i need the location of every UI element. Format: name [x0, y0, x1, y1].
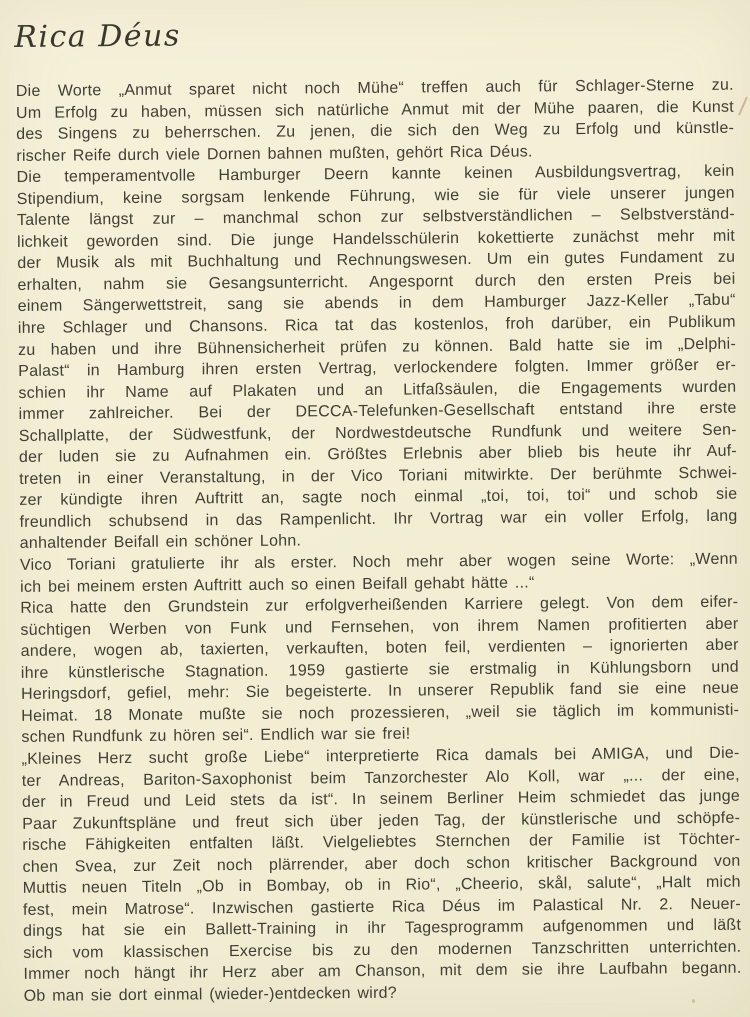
text-line: sich vom klassischen Exercise bis zu den modernen Tanzschritten unterrichten.	[23, 938, 742, 962]
paper-speck	[692, 999, 695, 1003]
text-line: freundlich schubsend in das Rampenlicht. Ihr Vortrag war ein voller Erfolg, lang	[19, 507, 738, 531]
text-line: Palast“ in Hamburg ihren ersten Vertrag, verlockendere folgten. Immer größer er-	[18, 356, 737, 381]
text-line: Ob man sie dort einmal (wieder-)entdecken wird?	[23, 984, 397, 1005]
paper-scratch-mark	[738, 96, 748, 115]
text-line: der luden sie zu Aufnahmen ein. Größtes Erlebnis aber blieb bis heute ihr Auf-	[18, 442, 738, 467]
text-line: immer zahlreicher. Bei der DECCA-Telefunken-Gesellschaft entstand ihre erste	[18, 399, 737, 424]
text-line: rische Fähigkeiten entfalten läßt. Vielgeliebtes Sternchen der Familie ist Töchter-	[22, 830, 741, 855]
text-line: Um Erfolg zu haben, müssen sich natürliche Anmut mit der Mühe paaren, die Kunst	[15, 98, 735, 122]
text-line: Schallplatte, der Südwestfunk, der Nordwestdeutsche Rundfunk und weitere Sen-	[18, 421, 737, 445]
text-line: Heimat. 18 Monate mußte sie noch prozessieren, „weil sie täglich im kommunisti-	[21, 701, 740, 725]
text-line: treten in einer Veranstaltung, in der Vico Toriani mitwirkte. Der berühmte Schwei-	[19, 464, 738, 488]
text-line: der in Freud und Leid stets da ist“. In seinem Berliner Heim schmiedet das junge	[21, 787, 741, 811]
text-line: ihre künstlerische Stagnation. 1959 gastierte sie erstmalig in Kühlungsborn und	[20, 658, 739, 682]
paragraph	[20, 549, 738, 598]
text-line: chen Svea, zur Zeit noch plärrender, aber doch schon kritischer Background von	[22, 852, 741, 876]
text-line: ter Andreas, Bariton-Saxophonist beim Tanzorchester Alo Koll, war „... der eine,	[21, 766, 740, 790]
paragraph	[20, 592, 739, 749]
text-line: zer kündigte ihren Auftritt an, sagte noch einmal „toi, toi, toi“ und schob sie	[19, 486, 738, 510]
text-line: Paar Zukunftspläne und freut sich über jeden Tag, der künstlerische und schöpfe-	[22, 809, 741, 833]
text-line: fest, mein Matrose“. Inzwischen gastierte Rica Déus im Palastical Nr. 2. Neuer-	[22, 895, 741, 919]
text-line: zu haben und ihre Bühnensicherheit prüfen zu können. Bald hatte sie im „Delphi-	[17, 335, 737, 359]
paragraph	[16, 75, 735, 167]
text-line: schen Rundfunk zu hören sei“. Endlich war sie frei!	[21, 725, 411, 747]
text-line: lichkeit geworden sind. Die junge Handelsschülerin kokettierte zunächst mehr mit	[17, 227, 736, 251]
text-line: erhalten, nahm sie Gesangsunterricht. Angespornt durch den ersten Preis bei	[17, 270, 736, 294]
page-title: Rica Déus	[14, 18, 181, 55]
text-line: des Singens zu beherrschen. Zu jenen, die sich den Weg zu Erfolg und künstle-	[16, 119, 735, 144]
text-line: Immer noch hängt ihr Herz aber am Chanson, mit dem sie ihre Laufbahn begann.	[23, 960, 742, 984]
text-line: schien ihr Name auf Plakaten und an Litfaßsäulen, die Engagements wurden	[18, 378, 737, 402]
text-line: süchtigen Werben von Funk und Fernsehen, von ihrem Namen profitierten aber	[20, 615, 739, 639]
text-line: ihre Schlager und Chansons. Rica tat das kostenlos, froh darüber, ein Publikum	[17, 313, 736, 337]
text-line: Vico Toriani gratulierte ihr als erster. Noch mehr aber wogen seine Worte: „Wenn	[19, 550, 738, 574]
paragraph	[22, 743, 742, 1008]
text-line: rischer Reife durch viele Dornen bahnen mußten, gehört Rica Déus.	[16, 143, 533, 165]
text-line: Stipendium, keine sorgsam lenkende Führung, wie sie für viele unserer jungen	[16, 184, 735, 208]
text-line: „Kleines Herz sucht große Liebe“ interpretierte Rica damals bei AMIGA, und Die-	[21, 744, 740, 768]
text-line: Talente längst zur – manchmal schon zur selbstverständlichen – Selbstverständ-	[16, 205, 735, 230]
text-line: ich bei meinem ersten Auftritt auch so einen Beifall gehabt hätte ...“	[20, 574, 535, 596]
text-line: der Musik als mit Buchhaltung und Rechnungswesen. Um ein gutes Fundament zu	[17, 249, 736, 273]
text-line: anhaltender Beifall ein schöner Lohn.	[19, 532, 302, 553]
text-line: Heringsdorf, gefiel, mehr: Sie begeisterte. In unserer Republik fand sie eine neue	[20, 679, 740, 704]
text-line: Die temperamentvolle Hamburger Deern kannte keinen Ausbildungsvertrag, kein	[16, 162, 735, 187]
paragraph	[16, 161, 737, 555]
text-line: dings hat sie ein Ballett-Training in ihr Tagesprogramm aufgenommen und läßt	[23, 916, 742, 941]
text-line: andere, wogen ab, taxierten, verkauften, boten feil, verdienten – ignorierten aber	[20, 636, 739, 661]
text-line: Die Worte „Anmut sparet nicht noch Mühe“ treffen auch für Schlager-Sterne zu.	[15, 76, 734, 100]
text-line: Muttis neuen Titeln „Ob in Bombay, ob in Rio“, „Cheerio, skål, salute“, „Halt mich	[22, 873, 741, 898]
body-text	[16, 75, 742, 1008]
text-line: Rica hatte den Grundstein zur erfolgverheißenden Karriere gelegt. Von dem eifer-	[20, 593, 739, 618]
text-line: einem Sängerwettstreit, sang sie abends in dem Hamburger Jazz-Keller „Tabu“	[17, 292, 736, 316]
